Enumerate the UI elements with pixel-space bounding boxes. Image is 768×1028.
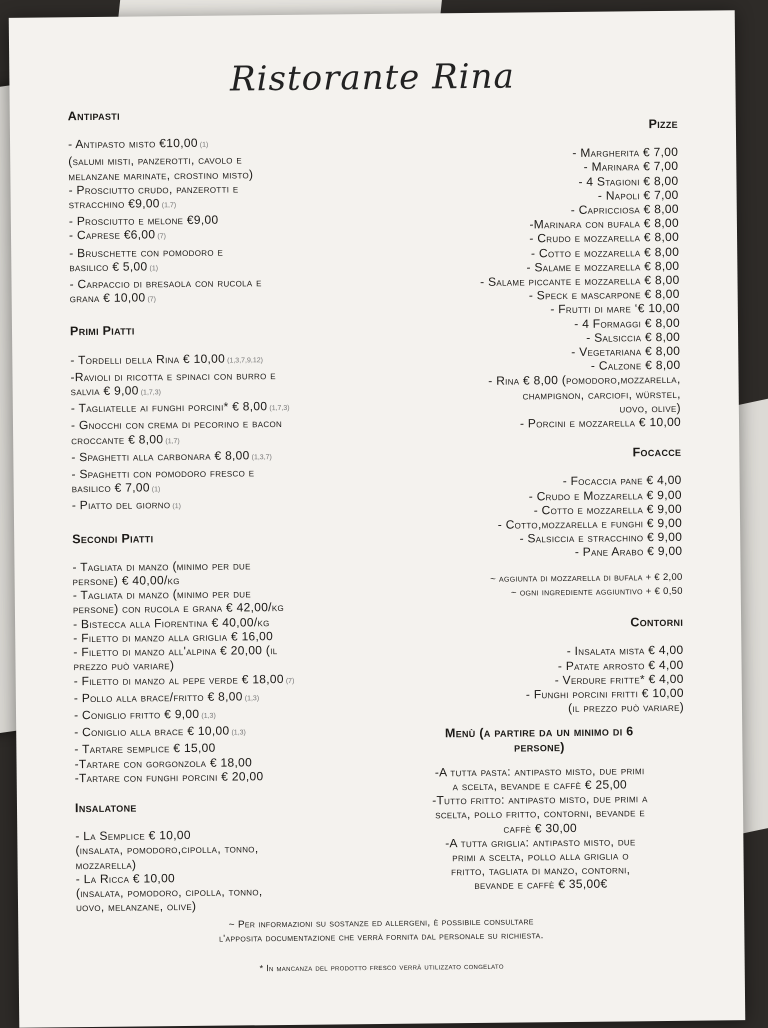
- menu-item-text: - Cotto e mozzarella € 9,00: [533, 501, 682, 518]
- menu-item-text: -Tutto fritto: antipasto misto, due primi a scelta, pollo fritto, contorni, bevande e caffè € 30,00: [432, 791, 648, 836]
- menu-item: [71, 415, 391, 450]
- menu-item-text: - Coniglio alla brace € 10,00: [74, 723, 230, 740]
- section-heading-primi: Primi Piatti: [69, 323, 135, 339]
- menu-item-text: - Gnocchi con crema di pecorino e bacon croccante € 8,00: [70, 416, 283, 447]
- menu-item-text: -Marinara con bufala € 8,00: [529, 216, 679, 232]
- allergen-codes: (1): [151, 486, 161, 494]
- menu-item-text: - Salsiccia € 8,00: [586, 329, 681, 345]
- section-heading-antipasti: Antipasti: [67, 108, 120, 124]
- menu-item-text: - Filetto di manzo al pepe verde € 18,00: [73, 671, 284, 688]
- menu-item-text: - 4 Stagioni € 8,00: [578, 173, 679, 189]
- menu-item-text: - Bistecca alla Fiorentina € 40,00/kg: [73, 614, 270, 631]
- antipasti-list: [68, 134, 390, 309]
- contorni-list: [393, 643, 684, 717]
- menu-item-text: - Capricciosa € 8,00: [570, 201, 679, 217]
- menu-item-text: - Antipasto misto €10,00: [67, 136, 198, 152]
- menu-item-text: - Vegetariana € 8,00: [571, 343, 681, 360]
- allergen-codes: (1,3): [244, 694, 260, 703]
- menu-item-text: -Ravioli di ricotta e spinaci con burro e salvia € 9,00: [70, 367, 276, 399]
- focacce-extras: [393, 570, 683, 601]
- menu-item: [68, 151, 388, 183]
- allergen-codes: (1,3,7): [251, 453, 272, 462]
- menu-item-text: (il prezzo può variare): [568, 699, 685, 716]
- frozen-product-note: * In mancanza del prodotto fresco verrà utilizzato congelato: [259, 960, 504, 974]
- menu-item-text: - Filetto di manzo all'alpina € 20,00 (il prezzo può variare): [73, 643, 278, 674]
- menu-item-text: - Marinara € 7,00: [583, 159, 679, 175]
- menu-item: [73, 642, 393, 674]
- menu-item-text: - Caprese €6,00: [68, 227, 156, 243]
- menu-item-text: - Prosciutto e melone €9,00: [68, 212, 219, 229]
- allergen-codes: (1,3,7,9,12): [227, 356, 263, 365]
- menu-item-text: - Margherita € 7,00: [572, 145, 679, 161]
- insalatone-list: [75, 826, 396, 915]
- menu-item-text: - Insalata mista € 4,00: [566, 643, 684, 659]
- allergen-codes: (7): [285, 677, 295, 685]
- menu-item: [72, 557, 392, 589]
- menu-item: [75, 826, 395, 872]
- menu-item: [73, 585, 393, 617]
- section-heading-menu: Menù (a partire da un minimo di 6 persone): [444, 724, 634, 755]
- menu-item: [70, 367, 390, 402]
- focacce-list: [392, 473, 683, 561]
- pizze-list: [388, 145, 681, 432]
- menu-item-text: - Coniglio fritto € 9,00: [73, 706, 200, 723]
- menu-item-text: - Porcini e mozzarella € 10,00: [519, 414, 682, 431]
- menu-item-text: - La Semplice € 10,00 (insalata, pomodoro,cipolla, tonno, mozzarella): [75, 828, 259, 872]
- menu-item-text: - Verdure fritte* € 4,00: [554, 671, 684, 687]
- menu-sheet: [9, 10, 746, 1028]
- allergen-codes: (1,7): [165, 437, 180, 445]
- section-heading-secondi: Secondi Piatti: [72, 531, 154, 546]
- restaurant-title: Ristorante Rina: [229, 56, 515, 100]
- menu-item-text: - Spaghetti alla carbonara € 8,00: [71, 448, 250, 465]
- menu-item: [76, 869, 396, 915]
- allergen-codes: (1): [199, 141, 209, 150]
- section-heading-focacce: Focacce: [632, 445, 682, 460]
- menu-item-text: - 4 Formaggi € 8,00: [574, 315, 681, 331]
- menu-item-text: - Calzone € 8,00: [590, 358, 681, 374]
- menu-item-text: - Cotto,mozzarella e funghi € 9,00: [497, 515, 683, 532]
- left-column: [68, 106, 396, 915]
- menu-item-text: - Tagliata di manzo (minimo per due persone) con rucola e grana € 42,00/kg: [72, 586, 285, 617]
- menu-item-text: - Salame piccante e mozzarella € 8,00: [480, 272, 680, 289]
- menu-item: [390, 372, 680, 418]
- menu-item-text: -Tartare con funghi porcini € 20,00: [74, 768, 264, 785]
- menu-item-text: - La Ricca € 10,00 (insalata, pomodoro, cipolla, tonno, uovo, melanzane, olive): [75, 870, 263, 915]
- menu-item-text: - Tartare semplice € 15,00: [74, 741, 216, 757]
- allergen-codes: (1,3): [231, 729, 246, 737]
- menu-item-text: -A tutta griglia: antipasto misto, due primi a scelta, pollo alla griglia o fritto, tagliata di manzo, contorni, bevande e caffè € 35,00€: [445, 834, 636, 893]
- secondi-list: [72, 557, 394, 785]
- menu-item-text: - Piatto del giorno: [71, 497, 171, 513]
- menu-item-text: - Pane Arabo € 9,00: [574, 544, 683, 560]
- menu-item: [68, 180, 388, 215]
- menu-item: [69, 242, 389, 277]
- menu-item-text: ~ ogni ingrediente aggiuntivo + € 0,50: [510, 585, 683, 599]
- allergen-codes: (1,7,3): [140, 389, 161, 397]
- menu-item-text: - Filetto di manzo alla griglia € 16,00: [73, 628, 274, 646]
- menu-item-text: - Bruschette con pomodoro e basilico € 5,00: [69, 244, 224, 275]
- allergen-codes: (1): [172, 503, 181, 511]
- menu-item-text: - Tagliatelle ai funghi porcini* € 8,00: [70, 399, 268, 416]
- menu-item-text: - Patate arrosto € 4,00: [557, 657, 684, 673]
- section-heading-contorni: Contorni: [630, 614, 684, 630]
- menu-list: [395, 763, 686, 894]
- menu-item: [69, 274, 389, 309]
- menu-item-text: - Carpaccio di bresaola con rucola e grana € 10,00: [69, 275, 262, 306]
- section-heading-insalatone: Insalatone: [74, 800, 137, 816]
- menu-item-text: - Tordelli della Rina € 10,00: [70, 351, 226, 367]
- primi-list: [70, 349, 392, 515]
- allergen-note: ~ Per informazioni su sostanze ed allergeni, è possibile consultare l'apposita documentazione che verrà fornita dal personale su richiesta.: [219, 916, 544, 945]
- menu-item-text: - Salame e mozzarella € 8,00: [526, 258, 680, 275]
- menu-item-text: - Frutti di mare ‘€ 10,00: [550, 301, 680, 317]
- menu-item-text: - Napoli € 7,00: [597, 187, 679, 203]
- menu-item-text: - Cotto e mozzarella € 8,00: [530, 244, 680, 260]
- menu-item: [395, 791, 685, 837]
- menu-item-text: -Tartare con gorgonzola € 18,00: [74, 754, 253, 771]
- menu-item-text: - Funghi porcini fritti € 10,00: [525, 685, 684, 702]
- menu-item-text: - Crudo e Mozzarella € 9,00: [528, 487, 682, 504]
- menu-item-text: - Salsiccia e stracchino € 9,00: [519, 530, 683, 546]
- menu-item: [392, 544, 682, 561]
- menu-item: [395, 763, 685, 794]
- menu-item-text: - Crudo e mozzarella € 8,00: [529, 230, 680, 246]
- menu-item-text: - Focaccia pane € 4,00: [562, 473, 682, 489]
- allergen-codes: (7): [157, 233, 166, 241]
- section-heading-pizze: Pizze: [648, 116, 678, 132]
- right-column: [388, 117, 686, 894]
- menu-item: [395, 834, 686, 894]
- allergen-codes: (1,3): [201, 712, 216, 720]
- allergen-codes: (1): [149, 265, 159, 273]
- menu-item-text: - Speck e mascarpone € 8,00: [528, 287, 680, 303]
- menu-item-text: - Tagliata di manzo (minimo per due persone) € 40,00/kg: [72, 558, 251, 589]
- menu-item-text: -A tutta pasta: antipasto misto, due primi a scelta, bevande e caffè € 25,00: [434, 762, 645, 794]
- allergen-codes: (7): [147, 296, 157, 304]
- menu-item-text: - Prosciutto crudo, panzerotti e stracchino €9,00: [68, 181, 239, 212]
- menu-item-text: (salumi misti, panzerotti, cavolo e melanzane marinate, crostino misto): [68, 152, 254, 183]
- menu-item: [71, 464, 391, 499]
- menu-item-text: - Spaghetti con pomodoro fresco e basilico € 7,00: [71, 465, 255, 496]
- menu-item-text: - Rina € 8,00 (pomodoro,mozzarella, champignon, carciofi, würstel, uovo, olive): [488, 372, 681, 416]
- allergen-codes: (1,7,3): [269, 405, 290, 413]
- menu-item-text: - Pollo alla brace/fritto € 8,00: [73, 689, 243, 705]
- allergen-codes: (1,7): [161, 202, 177, 210]
- menu-item-text: ~ aggiunta di mozzarella di bufala + € 2,00: [490, 571, 683, 585]
